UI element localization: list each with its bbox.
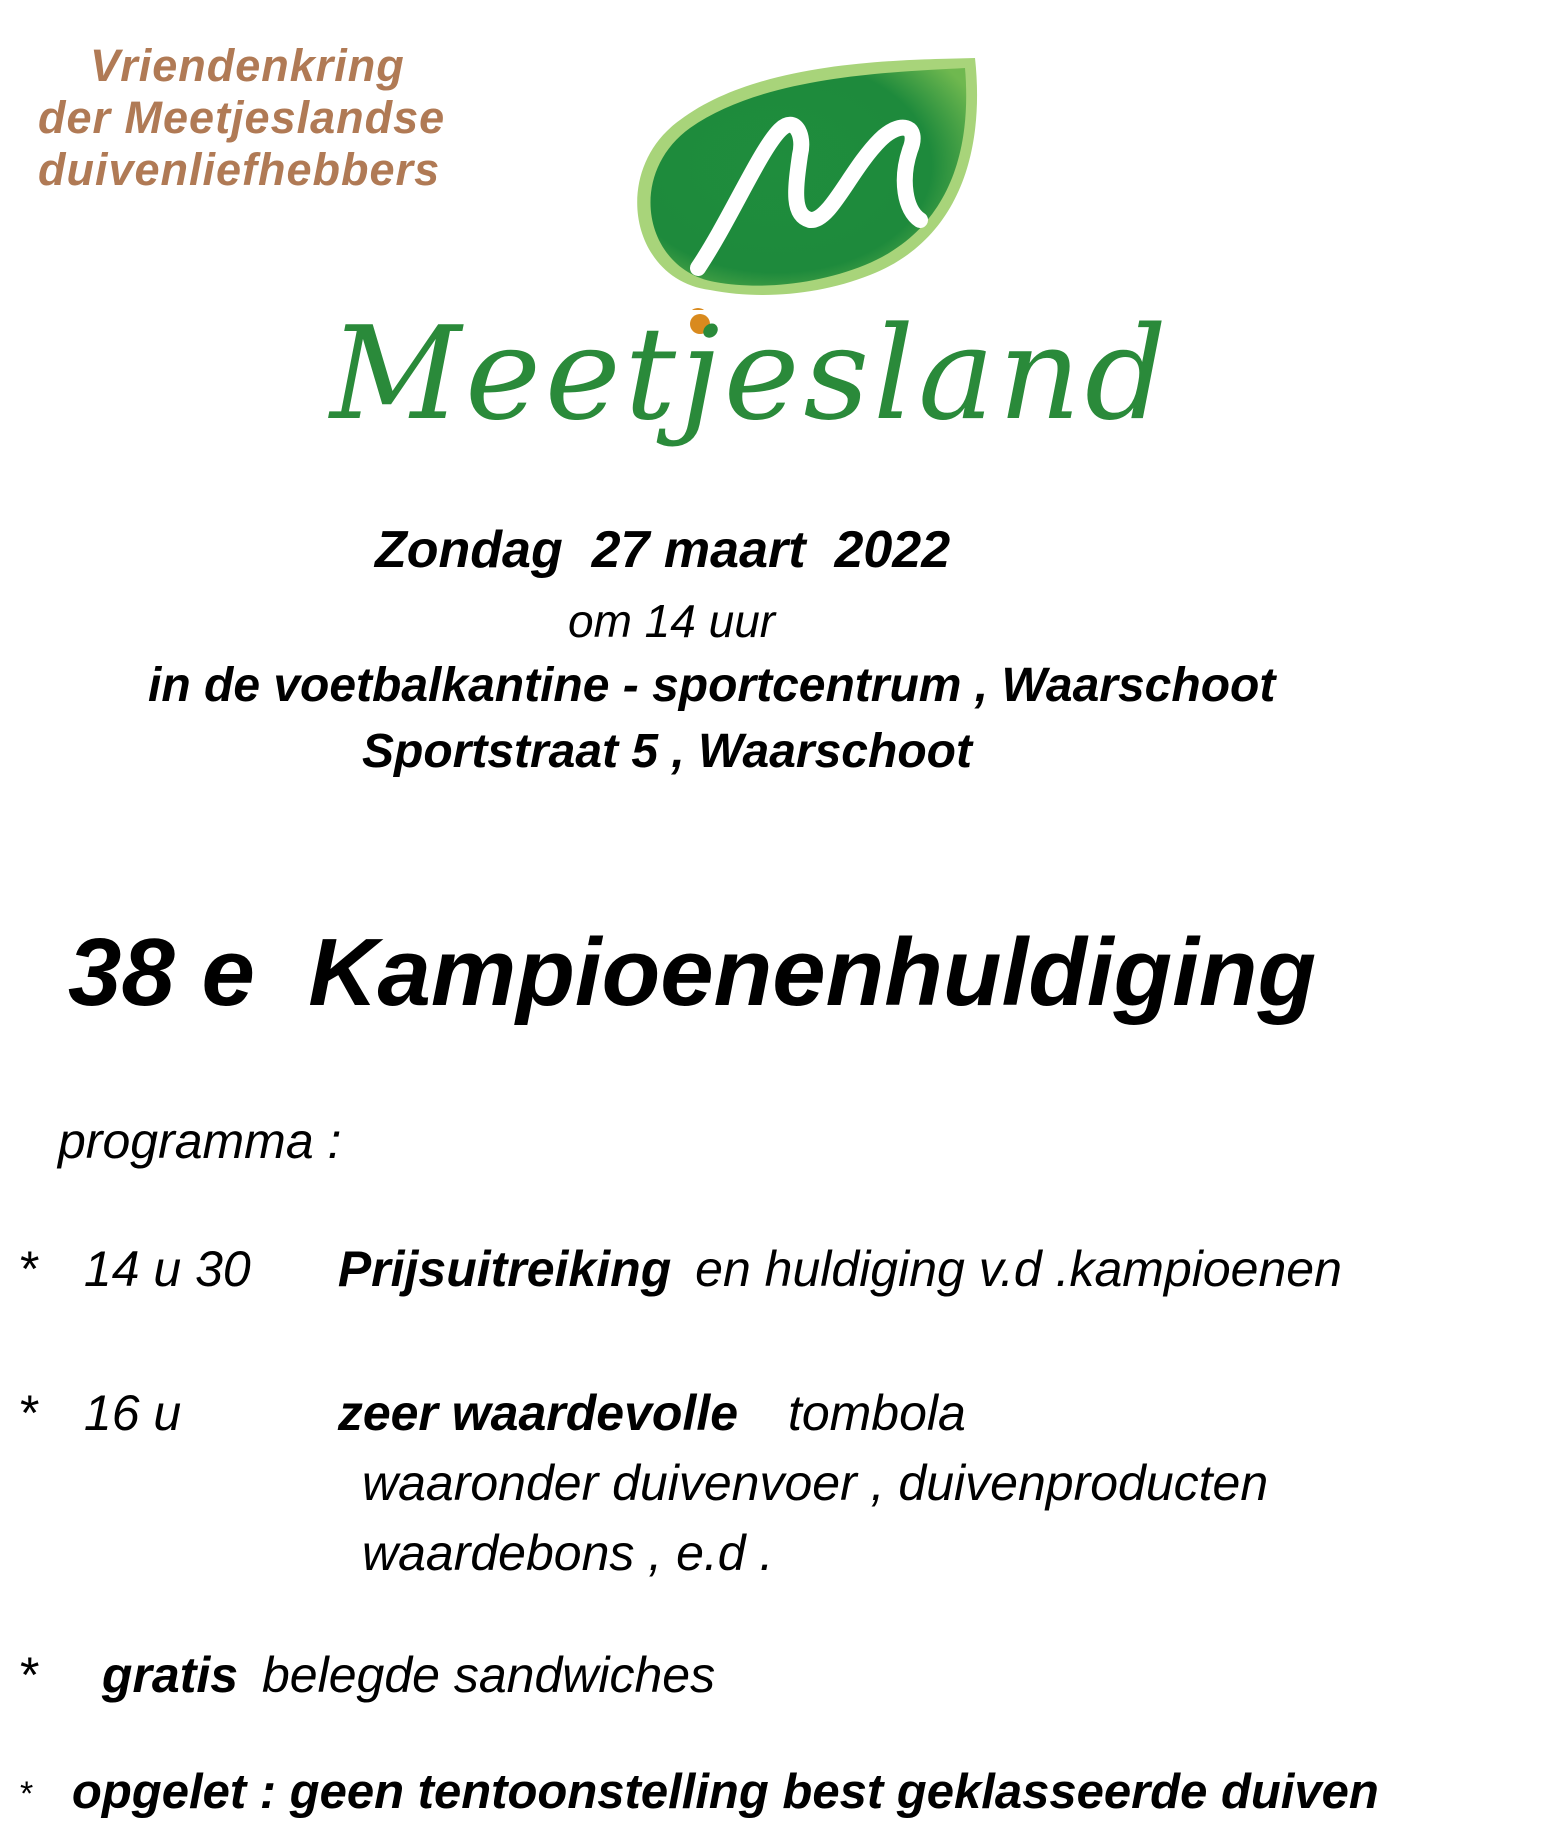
event-date: Zondag 27 maart 2022 — [375, 521, 951, 579]
program-item-bold: Prijsuitreiking — [337, 1241, 672, 1297]
organization-line-2: der Meetjeslandse — [38, 92, 446, 143]
bullet: * — [20, 1241, 40, 1297]
program-item-time: 14 u 30 — [83, 1241, 251, 1297]
program-item-2-sub-2: waardebons , e.d . — [362, 1525, 774, 1581]
page-title: 38 e Kampioenenhuldiging — [68, 919, 1317, 1026]
event-address: Sportstraat 5 , Waarschoot — [362, 725, 972, 778]
program-item-bold: zeer waardevolle — [337, 1385, 739, 1441]
program-item-text: belegde sandwiches — [261, 1647, 716, 1703]
program-item-time: 16 u — [83, 1385, 182, 1441]
program-item-bold: gratis — [101, 1647, 239, 1703]
event-venue: in de voetbalkantine - sportcentrum , Waarschoot — [148, 659, 1276, 712]
program-item-2-sub-1: waaronder duivenvoer , duivenproducten — [362, 1455, 1269, 1511]
program-item-text: en huldiging v.d .kampioenen — [695, 1241, 1342, 1297]
program-item-3 — [20, 1646, 715, 1704]
organization-line-1: Vriendenkring — [90, 40, 405, 91]
program-item-1 — [20, 1240, 1342, 1298]
program-label: programma : — [58, 1113, 342, 1169]
program-item-2 — [20, 1384, 966, 1442]
event-time: om 14 uur — [568, 595, 776, 647]
logo-wordmark: Meetjesland — [330, 300, 1171, 449]
program-item-text: tombola — [787, 1385, 966, 1441]
program-item-bold: opgelet : geen tentoonstelling best geklasseerde duiven — [71, 1765, 1379, 1819]
bullet: * — [20, 1647, 40, 1703]
bullet: * — [20, 1385, 40, 1441]
leaf-m-icon — [620, 50, 1000, 310]
bullet: * — [20, 1775, 34, 1814]
organization-line-3: duivenliefhebbers — [38, 144, 441, 195]
program-item-4 — [20, 1762, 1379, 1820]
